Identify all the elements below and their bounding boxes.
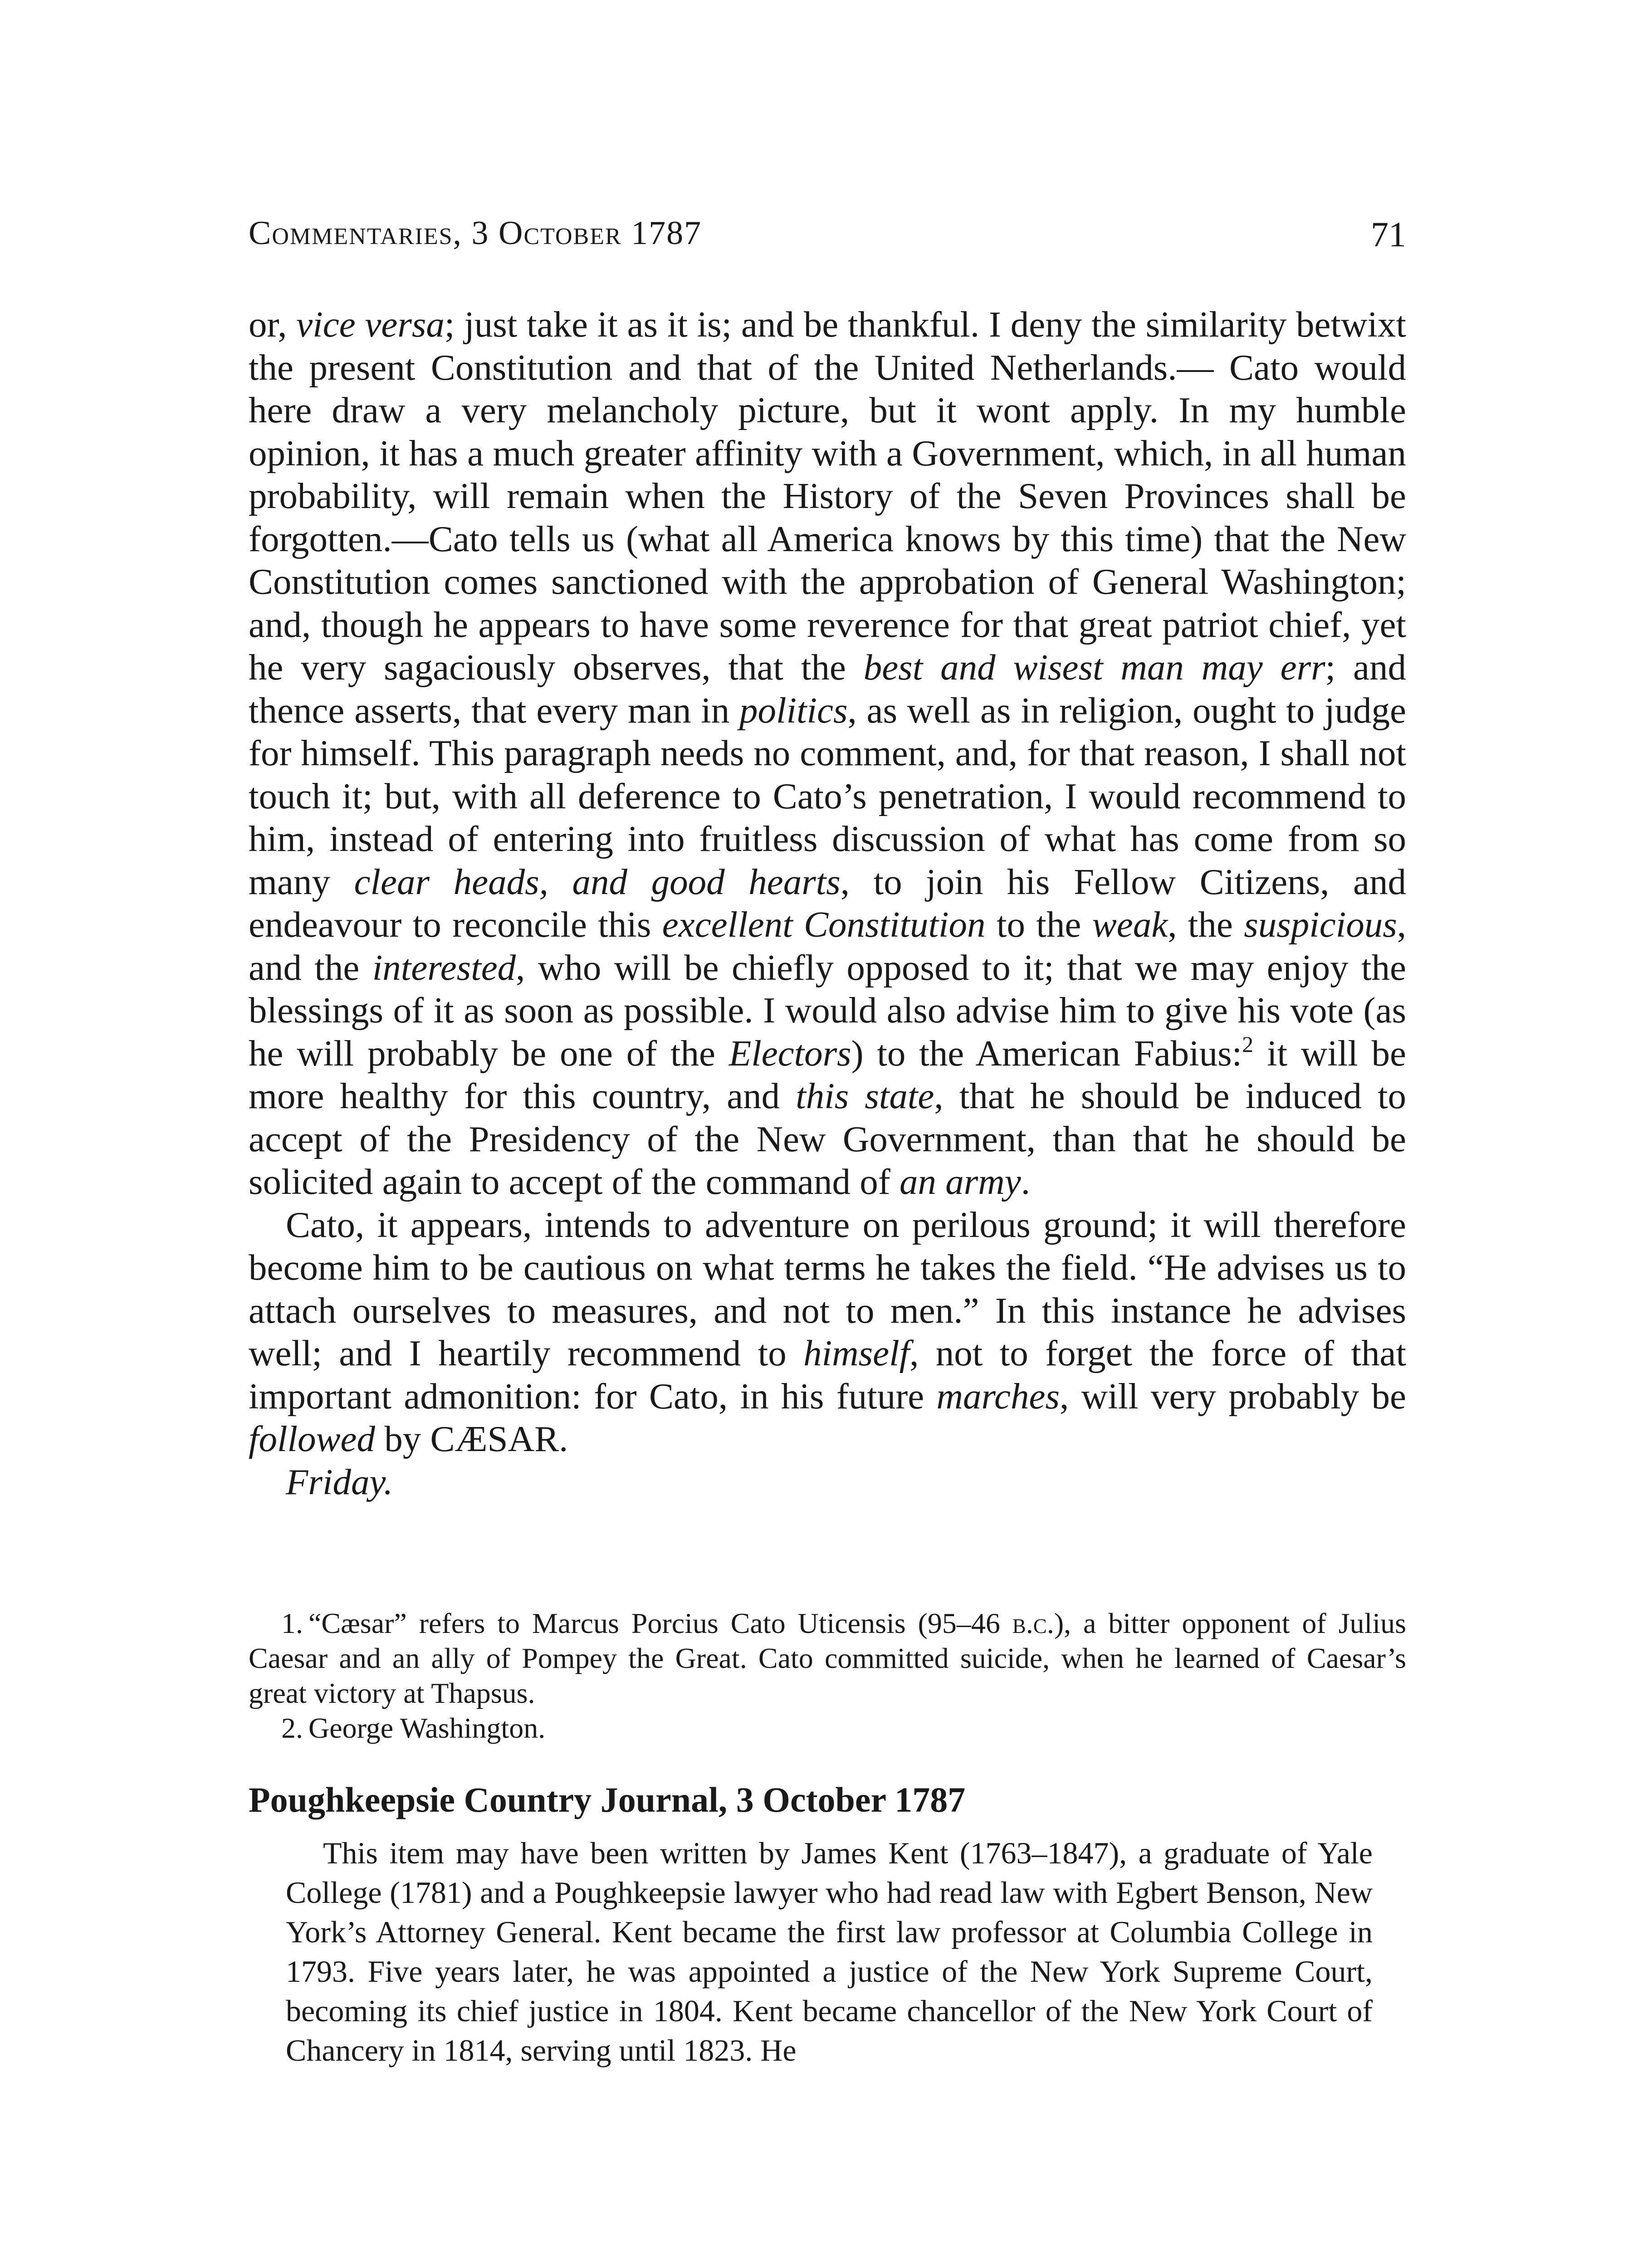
footnote-text: “Cæsar” refers to Marcus Porcius Cato Uticensis (95–46 <box>308 1607 1012 1639</box>
footnote-text: George Washington. <box>308 1712 546 1744</box>
italic-run: marches <box>936 1375 1060 1417</box>
italic-run: excellent Constitution <box>662 904 986 945</box>
italic-run: politics <box>739 689 848 731</box>
paragraph-2 <box>249 1203 1406 1461</box>
italic-run: clear heads, and good hearts <box>354 861 841 902</box>
text-run: ; just take it as it is; and be thankful. I deny the similarity betwixt the present Constitution and that of the United Netherlands.— Cato would here draw a very melancholy picture, but it wont apply. In my humble opinion, it has a much greater affinity with a Government, which, in all human probability, will remain when the History of the Seven Provinces shall be forgotten.—Cato tells us (what all America knows by this time) that the New Constitution comes sanctioned with the approbation of General Washington; and, though he appears to have some reverence for that great patriot chief, yet he very sagaciously observes, that the <box>249 304 1406 688</box>
italic-run: interested <box>372 947 516 988</box>
text-run: , will very probably be <box>1059 1375 1406 1417</box>
text-run: Cato, it appears, intends to adventure on perilous ground; it will therefore become him to be cautious on what terms he takes the field. “He advises us to attach ourselves to measures, and not to men.” In this instance he advises well; and I heartily recommend to <box>249 1204 1406 1374</box>
footnote-text: ), a bitter opponent of Julius Caesar and an ally of Pompey the Great. Cato committed suicide, when he learned of Caesar’s great victory at Thapsus. <box>249 1607 1407 1709</box>
footnote-2 <box>249 1711 1406 1745</box>
italic-run: vice versa <box>296 304 445 345</box>
headnote-paragraph: This item may have been written by James Kent (1763–1847), a graduate of Yale College (1781) and a Poughkeepsie lawyer who had read law with Egbert Benson, New York’s Attorney General. Kent became the first law professor at Columbia College in 1793. Five years later, he was appointed a justice of the New York Supreme Court, becoming its chief justice in 1804. Kent became chancellor of the New York Court of Chancery in 1814, serving until 1823. He <box>286 1836 1373 2068</box>
text-run: , as well as in religion, ought to judge for himself. This paragraph needs no comment, and, for that reason, I shall not touch it; but, with all deference to Cato’s penetration, I would recommend to him, instead of entering into fruitless discussion of what has come from so many <box>249 689 1406 902</box>
footnote-number: 1. <box>281 1607 303 1639</box>
section-heading: Poughkeepsie Country Journal, 3 October 1787 <box>249 1780 966 1819</box>
text-run: it will be more healthy for this country, and <box>249 1032 1406 1116</box>
italic-run: weak <box>1092 904 1168 945</box>
page-number: 71 <box>1371 215 1406 254</box>
footnotes <box>249 1606 1406 1745</box>
footnote-number: 2. <box>281 1712 303 1744</box>
running-head <box>249 214 1406 269</box>
italic-run: suspicious <box>1244 904 1397 945</box>
editorial-headnote <box>286 1833 1373 2070</box>
text-run: or, <box>249 304 297 345</box>
text-run: ) to the American Fabius: <box>851 1032 1242 1074</box>
text-run: . <box>1021 1161 1030 1202</box>
text-run: ; and thence asserts, that every man in <box>249 647 1407 731</box>
text-run: by CÆSAR. <box>375 1418 568 1459</box>
running-head-title: Commentaries, 3 October 1787 <box>249 215 702 252</box>
text-run: to the <box>985 904 1092 945</box>
italic-run: followed <box>249 1418 375 1459</box>
text-run: , to join his Fellow Citizens, and endeavour to reconcile this <box>249 861 1406 945</box>
text-run: , not to forget the force of that important admonition: for Cato, in his future <box>249 1333 1406 1417</box>
signoff: Friday. <box>286 1461 393 1502</box>
text-run: , that he should be induced to accept of the Presidency of the New Government, than that he should be solicited again to accept of the command of <box>249 1075 1406 1202</box>
paragraph-1 <box>249 303 1406 1203</box>
footnote-era: b.c. <box>1012 1607 1054 1639</box>
italic-run: an army <box>899 1161 1021 1202</box>
italic-run: himself <box>803 1333 910 1374</box>
footnote-ref-2[interactable]: 2 <box>1242 1031 1254 1057</box>
italic-run: Electors <box>728 1032 851 1074</box>
italic-run: best and wisest man may err <box>863 647 1325 688</box>
text-run: , and the <box>249 904 1407 988</box>
italic-run: this state <box>796 1075 934 1116</box>
footnote-1 <box>249 1606 1406 1711</box>
text-run: , who will be chiefly opposed to it; that we may enjoy the blessings of it as soon as possible. I would also advise him to give his vote (as he will probably be one of the <box>249 947 1406 1074</box>
main-text <box>249 303 1406 1503</box>
text-run: , the <box>1168 904 1244 945</box>
